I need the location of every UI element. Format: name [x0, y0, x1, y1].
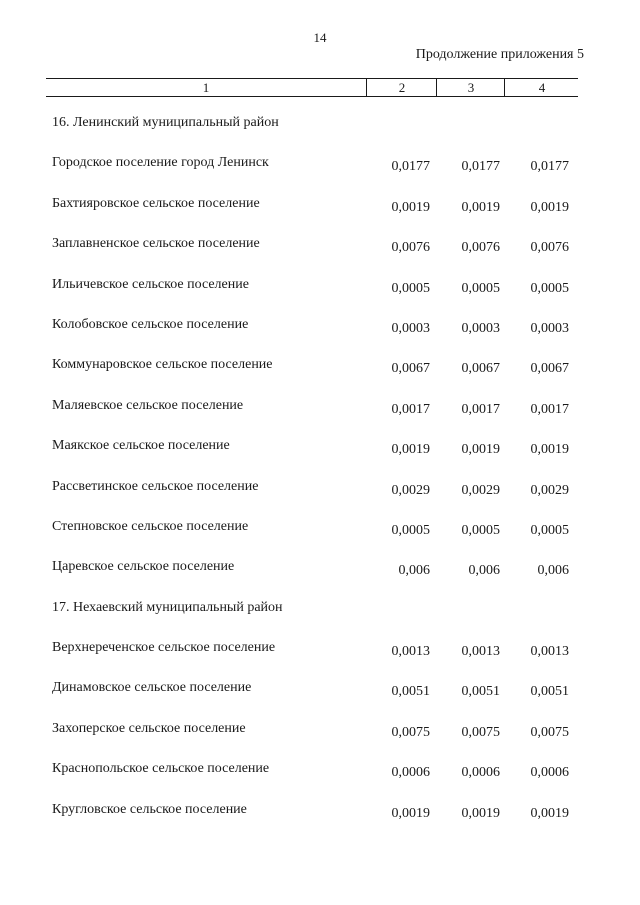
- column-header-1: 1: [202, 80, 210, 95]
- value-col-2: 0,0005: [391, 280, 430, 296]
- row-name: Колобовское сельское поселение: [52, 316, 249, 332]
- row-name: Краснопольское сельское поселение: [52, 761, 270, 777]
- value-col-3: 0,0075: [461, 724, 500, 740]
- row-name: Коммунаровское сельское поселение: [52, 357, 273, 373]
- value-col-4: 0,0003: [530, 320, 569, 336]
- row-name: Рассветинское сельское поселение: [52, 478, 259, 494]
- value-col-3: 0,006: [468, 563, 500, 579]
- value-col-2: 0,0017: [391, 401, 430, 417]
- value-col-4: 0,0013: [530, 644, 569, 660]
- value-col-4: 0,0029: [530, 482, 569, 498]
- row-name: Кругловское сельское поселение: [52, 801, 247, 817]
- column-header-3: 3: [436, 79, 505, 96]
- row-name: Городское поселение город Ленинск: [52, 155, 269, 171]
- value-col-3: 0,0177: [461, 159, 500, 175]
- table-row: [0, 111, 640, 151]
- value-col-2: 0,0067: [391, 361, 430, 377]
- value-col-2: 0,0177: [391, 159, 430, 175]
- value-col-3: 0,0017: [461, 401, 500, 417]
- table-row: [0, 353, 640, 393]
- table-row: [0, 676, 640, 716]
- value-col-4: 0,0075: [530, 724, 569, 740]
- value-col-2: 0,0075: [391, 724, 430, 740]
- table-row: [0, 636, 640, 676]
- table-header: [46, 78, 578, 97]
- value-col-4: 0,0019: [530, 199, 569, 215]
- table-row: [0, 717, 640, 757]
- table-row: [0, 757, 640, 797]
- value-col-4: 0,0051: [530, 684, 569, 700]
- value-col-4: 0,0076: [530, 240, 569, 256]
- value-col-3: 0,0029: [461, 482, 500, 498]
- value-col-3: 0,0076: [461, 240, 500, 256]
- row-name: Царевское сельское поселение: [52, 559, 235, 575]
- table-row: [0, 555, 640, 595]
- value-col-4: 0,0067: [530, 361, 569, 377]
- page-number: 14: [313, 30, 327, 45]
- value-col-3: 0,0005: [461, 280, 500, 296]
- value-col-4: 0,006: [537, 563, 569, 579]
- row-name: Верхнереченское сельское поселение: [52, 640, 276, 656]
- value-col-2: 0,0019: [391, 199, 430, 215]
- value-col-3: 0,0019: [461, 199, 500, 215]
- value-col-2: 0,006: [398, 563, 430, 579]
- value-col-2: 0,0019: [391, 442, 430, 458]
- value-col-3: 0,0019: [461, 805, 500, 821]
- value-col-4: 0,0005: [530, 280, 569, 296]
- column-header-2: 2: [366, 79, 437, 96]
- table-row: [0, 273, 640, 313]
- row-name: 17. Нехаевский муниципальный район: [52, 599, 283, 615]
- table-row: [0, 434, 640, 474]
- value-col-3: 0,0019: [461, 442, 500, 458]
- value-col-4: 0,0019: [530, 805, 569, 821]
- row-name: Ильичевское сельское поселение: [52, 276, 249, 292]
- value-col-4: 0,0006: [530, 765, 569, 781]
- row-name: 16. Ленинский муниципальный район: [52, 115, 279, 130]
- row-name: Степновское сельское поселение: [52, 518, 249, 534]
- value-col-2: 0,0076: [391, 240, 430, 256]
- row-name: Бахтияровское сельское поселение: [52, 195, 260, 211]
- value-col-3: 0,0003: [461, 320, 500, 336]
- value-col-3: 0,0006: [461, 765, 500, 781]
- row-name: Заплавненское сельское поселение: [52, 236, 260, 252]
- value-col-3: 0,0067: [461, 361, 500, 377]
- value-col-4: 0,0005: [530, 522, 569, 538]
- row-name: Захоперское сельское поселение: [52, 720, 246, 736]
- table-row: [0, 798, 640, 838]
- table-row: [0, 313, 640, 353]
- value-col-4: 0,0019: [530, 442, 569, 458]
- value-col-3: 0,0051: [461, 684, 500, 700]
- value-col-2: 0,0051: [391, 684, 430, 700]
- table-row: [0, 232, 640, 272]
- value-col-2: 0,0006: [391, 765, 430, 781]
- table-row: [0, 151, 640, 191]
- table-row: [0, 475, 640, 515]
- table-row: [0, 192, 640, 232]
- value-col-2: 0,0029: [391, 482, 430, 498]
- value-col-2: 0,0005: [391, 522, 430, 538]
- value-col-3: 0,0013: [461, 644, 500, 660]
- column-header-4: 4: [504, 79, 579, 96]
- value-col-4: 0,0017: [530, 401, 569, 417]
- value-col-2: 0,0013: [391, 644, 430, 660]
- row-name: Маляевское сельское поселение: [52, 397, 244, 413]
- continuation-label: Продолжение приложения 5: [415, 47, 584, 62]
- table-row: [0, 596, 640, 636]
- row-name: Динамовское сельское поселение: [52, 680, 252, 696]
- value-col-2: 0,0019: [391, 805, 430, 821]
- row-name: Маякское сельское поселение: [52, 438, 230, 454]
- value-col-3: 0,0005: [461, 522, 500, 538]
- table-row: [0, 515, 640, 555]
- table-row: [0, 394, 640, 434]
- value-col-2: 0,0003: [391, 320, 430, 336]
- value-col-4: 0,0177: [530, 159, 569, 175]
- table-body: [0, 111, 640, 838]
